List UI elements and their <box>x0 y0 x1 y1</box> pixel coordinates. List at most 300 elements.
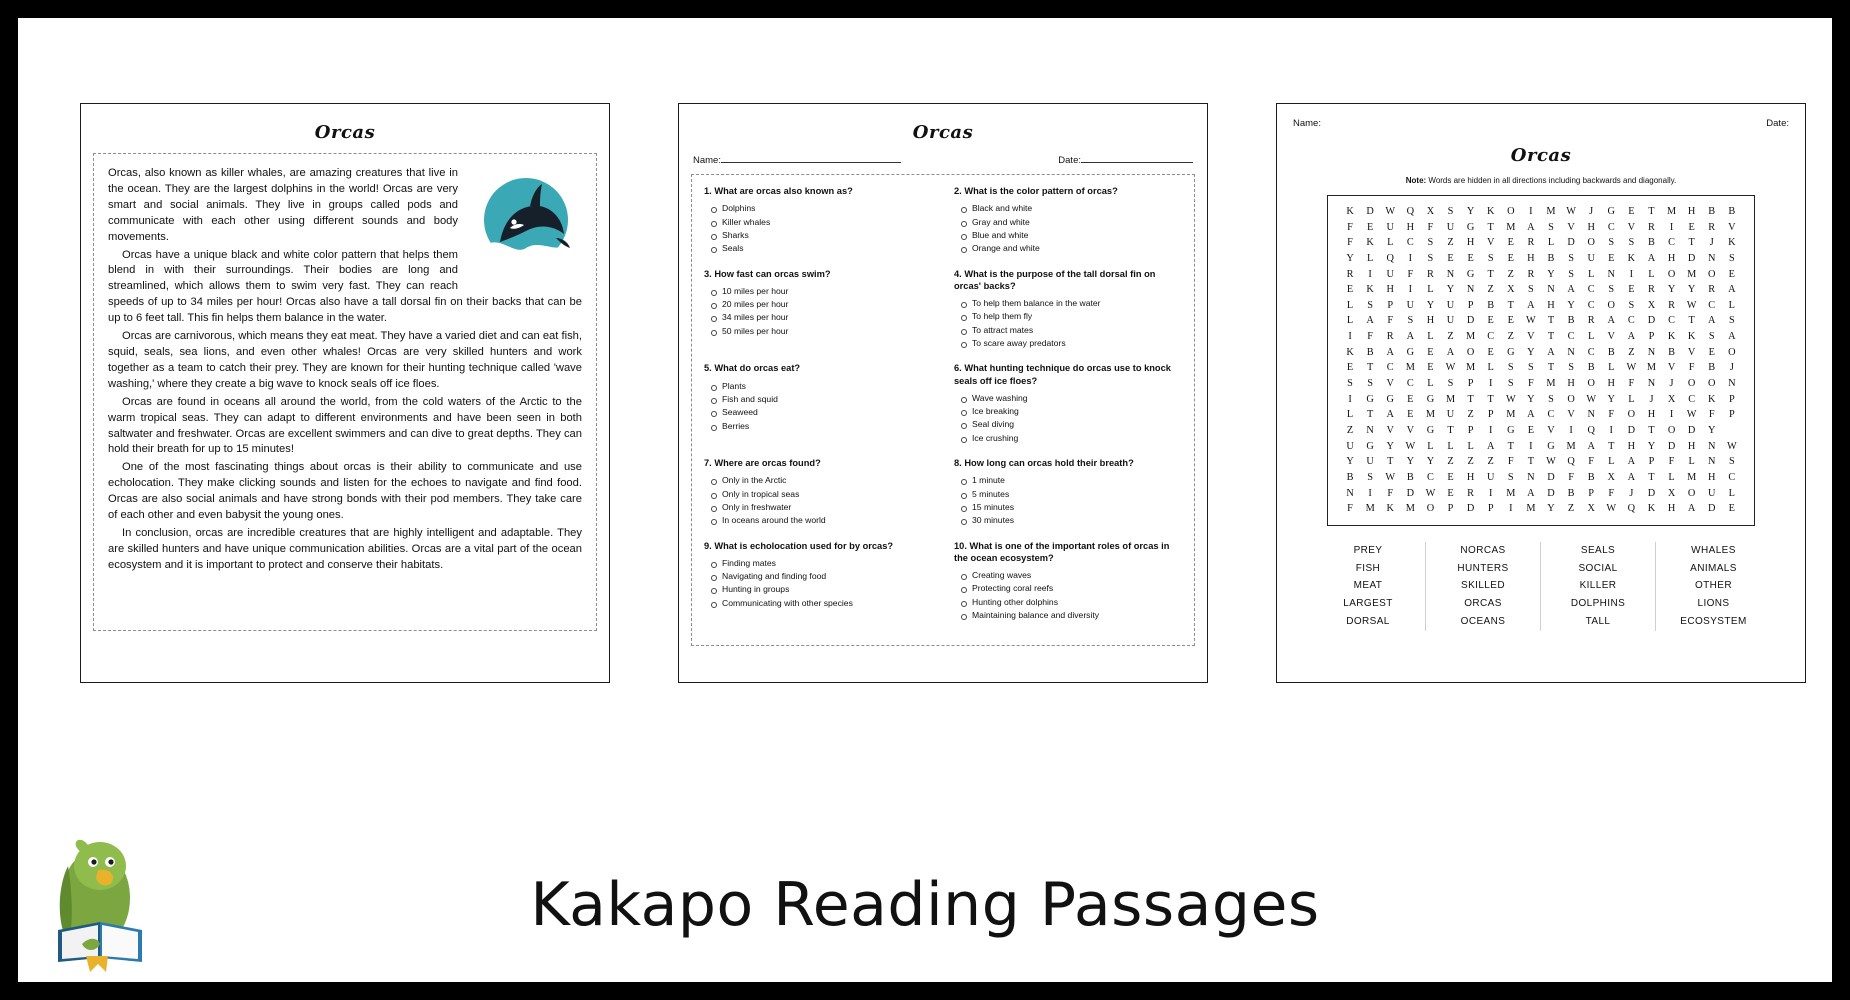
wordsearch-cell[interactable]: M <box>1445 393 1456 405</box>
wordsearch-cell[interactable]: Q <box>1386 252 1394 264</box>
wordsearch-cell[interactable]: B <box>1406 471 1414 483</box>
wordsearch-cell[interactable]: I <box>1669 409 1674 421</box>
wordsearch-cell[interactable]: F <box>1568 471 1574 483</box>
wordsearch-cell[interactable]: S <box>1728 252 1735 264</box>
wordsearch-cell[interactable]: E <box>1507 237 1514 249</box>
option[interactable]: 10 miles per hour <box>710 285 932 298</box>
wordsearch-cell[interactable]: W <box>1405 440 1416 452</box>
option[interactable]: Sharks <box>710 229 932 242</box>
wordsearch-cell[interactable]: E <box>1427 362 1434 374</box>
wordsearch-cell[interactable]: O <box>1667 424 1676 436</box>
wordsearch-cell[interactable]: M <box>1405 503 1415 515</box>
wordsearch-cell[interactable]: K <box>1346 346 1354 358</box>
wordsearch-cell[interactable]: E <box>1628 284 1635 296</box>
wordsearch-cell[interactable]: E <box>1507 252 1514 264</box>
wordsearch-cell[interactable]: K <box>1627 252 1636 264</box>
wordsearch-cell[interactable]: G <box>1426 424 1435 436</box>
wordsearch-cell[interactable]: A <box>1446 346 1455 358</box>
wordsearch-cell[interactable]: M <box>1506 487 1516 499</box>
wordsearch-cell[interactable]: H <box>1426 315 1435 327</box>
wordsearch-cell[interactable]: P <box>1648 456 1655 468</box>
wordsearch-cell[interactable]: A <box>1607 315 1615 327</box>
wordsearch-cell[interactable]: V <box>1607 331 1615 343</box>
wordsearch-cell[interactable]: A <box>1366 315 1374 327</box>
wordsearch-cell[interactable]: L <box>1608 362 1615 374</box>
wordsearch-cell[interactable]: Y <box>1426 299 1435 311</box>
wordsearch-cell[interactable]: K <box>1366 284 1374 296</box>
option[interactable]: Dolphins <box>710 202 932 215</box>
wordsearch-cell[interactable]: H <box>1547 299 1555 311</box>
wordsearch-cell[interactable]: C <box>1547 409 1555 421</box>
wordsearch-cell[interactable]: J <box>1589 206 1594 217</box>
wordsearch-cell[interactable]: O <box>1466 346 1475 358</box>
wordsearch-cell[interactable]: F <box>1528 378 1534 390</box>
wordsearch-cell[interactable]: K <box>1708 393 1716 405</box>
wordsearch-cell[interactable]: L <box>1427 284 1434 296</box>
wordsearch-cell[interactable]: D <box>1547 487 1555 499</box>
wordsearch-cell[interactable]: A <box>1627 471 1636 483</box>
wordsearch-cell[interactable]: Y <box>1466 206 1475 217</box>
wordsearch-cell[interactable]: O <box>1708 268 1716 280</box>
wordsearch-cell[interactable]: M <box>1506 409 1516 421</box>
wordsearch-cell[interactable]: T <box>1467 393 1474 405</box>
wordsearch-cell[interactable]: H <box>1687 440 1696 452</box>
wordsearch-cell[interactable]: C <box>1688 393 1696 405</box>
wordsearch-cell[interactable]: E <box>1447 487 1454 499</box>
wordsearch-cell[interactable]: H <box>1627 440 1636 452</box>
wordsearch-cell[interactable]: E <box>1407 409 1414 421</box>
wordsearch-cell[interactable]: H <box>1687 206 1696 217</box>
wordsearch-cell[interactable]: J <box>1669 378 1674 390</box>
option[interactable]: Killer whales <box>710 216 932 229</box>
wordsearch-cell[interactable]: L <box>1547 237 1555 249</box>
wordsearch-cell[interactable]: S <box>1608 284 1615 296</box>
wordsearch-cell[interactable]: B <box>1648 237 1655 249</box>
wordsearch-cell[interactable]: A <box>1728 284 1736 296</box>
wordsearch-cell[interactable]: S <box>1367 471 1373 483</box>
wordsearch-cell[interactable]: R <box>1467 487 1475 499</box>
date-input-line[interactable] <box>1081 153 1193 163</box>
wordsearch-cell[interactable]: Y <box>1607 393 1615 405</box>
wordsearch-cell[interactable]: O <box>1567 393 1575 405</box>
wordsearch-cell[interactable]: O <box>1587 378 1595 390</box>
option[interactable]: To attract mates <box>960 324 1182 337</box>
wordsearch-cell[interactable]: T <box>1487 221 1494 233</box>
wordsearch-cell[interactable]: H <box>1386 284 1394 296</box>
wordsearch-cell[interactable]: P <box>1447 503 1454 515</box>
wordsearch-cell[interactable]: R <box>1527 237 1535 249</box>
wordsearch-cell[interactable]: S <box>1427 252 1434 264</box>
wordsearch-cell[interactable]: R <box>1708 284 1716 296</box>
wordsearch-cell[interactable]: F <box>1367 331 1373 343</box>
option[interactable]: Ice breaking <box>960 405 1182 418</box>
wordsearch-cell[interactable]: W <box>1385 471 1396 483</box>
wordsearch-cell[interactable]: B <box>1346 471 1354 483</box>
wordsearch-cell[interactable]: I <box>1488 378 1493 390</box>
wordsearch-cell[interactable]: F <box>1387 315 1394 327</box>
wordsearch-cell[interactable]: V <box>1687 346 1696 358</box>
wordsearch-cell[interactable]: L <box>1588 331 1595 343</box>
wordsearch-cell[interactable]: W <box>1686 299 1697 311</box>
option[interactable]: Maintaining balance and diversity <box>960 609 1182 622</box>
wordsearch-cell[interactable]: A <box>1647 252 1656 264</box>
wordsearch-cell[interactable]: R <box>1527 268 1535 280</box>
wordsearch-cell[interactable]: F <box>1688 362 1695 374</box>
wordsearch-cell[interactable]: H <box>1708 471 1716 483</box>
wordsearch-cell[interactable]: O <box>1426 503 1435 515</box>
option[interactable]: Wave washing <box>960 392 1182 405</box>
wordsearch-cell[interactable]: S <box>1528 362 1534 374</box>
wordsearch-cell[interactable]: Y <box>1346 252 1354 264</box>
wordsearch-cell[interactable]: P <box>1467 378 1474 390</box>
wordsearch-cell[interactable]: C <box>1668 237 1675 249</box>
wordsearch-cell[interactable]: M <box>1687 268 1697 280</box>
wordsearch-cell[interactable]: T <box>1507 299 1514 311</box>
wordsearch-cell[interactable]: P <box>1588 487 1595 499</box>
wordsearch-cell[interactable]: J <box>1729 362 1734 374</box>
wordsearch-cell[interactable]: K <box>1687 331 1696 343</box>
option[interactable]: 20 miles per hour <box>710 298 932 311</box>
wordsearch-cell[interactable]: J <box>1709 237 1714 249</box>
wordsearch-cell[interactable]: K <box>1346 206 1354 217</box>
wordsearch-cell[interactable]: X <box>1507 284 1515 296</box>
wordsearch-cell[interactable]: B <box>1567 487 1575 499</box>
wordsearch-cell[interactable]: S <box>1367 378 1373 390</box>
wordsearch-cell[interactable]: S <box>1568 362 1574 374</box>
wordsearch-cell[interactable]: Y <box>1406 456 1415 468</box>
option[interactable]: Seal diving <box>960 418 1182 431</box>
name-input-line[interactable] <box>721 153 901 163</box>
wordsearch-cell[interactable]: G <box>1426 393 1435 405</box>
wordsearch-cell[interactable]: R <box>1426 268 1434 280</box>
option[interactable]: Hunting other dolphins <box>960 596 1182 609</box>
wordsearch-cell[interactable]: T <box>1487 268 1494 280</box>
wordsearch-cell[interactable]: L <box>1387 237 1394 249</box>
wordsearch-cell[interactable]: V <box>1486 237 1495 249</box>
wordsearch-cell[interactable]: P <box>1487 503 1494 515</box>
option[interactable]: 1 minute <box>960 474 1182 487</box>
wordsearch-cell[interactable]: P <box>1467 424 1474 436</box>
wordsearch-cell[interactable]: Q <box>1567 456 1575 468</box>
wordsearch-cell[interactable]: T <box>1366 362 1374 374</box>
wordsearch-cell[interactable]: O <box>1687 487 1696 499</box>
wordsearch-cell[interactable]: M <box>1466 331 1476 343</box>
wordsearch-cell[interactable]: B <box>1487 299 1495 311</box>
option[interactable]: Fish and squid <box>710 393 932 406</box>
wordsearch-cell[interactable]: T <box>1688 315 1695 327</box>
wordsearch-cell[interactable]: W <box>1546 456 1556 468</box>
option[interactable]: Finding mates <box>710 557 932 570</box>
wordsearch-cell[interactable]: L <box>1427 331 1434 343</box>
wordsearch-cell[interactable]: H <box>1667 252 1676 264</box>
wordsearch-cell[interactable]: R <box>1346 268 1354 280</box>
wordsearch-cell[interactable]: F <box>1608 409 1615 421</box>
wordsearch-cell[interactable]: E <box>1346 284 1354 296</box>
wordsearch-cell[interactable]: C <box>1386 362 1394 374</box>
option[interactable]: 30 minutes <box>960 514 1182 527</box>
wordsearch-cell[interactable]: O <box>1687 378 1696 390</box>
wordsearch-cell[interactable]: V <box>1728 221 1736 233</box>
wordsearch-cell[interactable]: S <box>1608 237 1615 249</box>
option[interactable]: Hunting in groups <box>710 583 932 596</box>
wordsearch-cell[interactable]: A <box>1627 456 1636 468</box>
option[interactable]: Gray and white <box>960 216 1182 229</box>
wordsearch-cell[interactable]: G <box>1547 440 1555 452</box>
wordsearch-cell[interactable]: L <box>1427 378 1434 390</box>
wordsearch-cell[interactable]: S <box>1347 378 1353 390</box>
wordsearch-cell[interactable]: Y <box>1547 268 1555 280</box>
wordsearch-grid[interactable] <box>1327 195 1755 526</box>
wordsearch-cell[interactable]: E <box>1447 252 1454 264</box>
wordsearch-cell[interactable]: E <box>1708 346 1715 358</box>
wordsearch-cell[interactable]: N <box>1647 378 1656 390</box>
wordsearch-cell[interactable]: M <box>1546 206 1556 217</box>
wordsearch-cell[interactable]: S <box>1568 268 1574 280</box>
wordsearch-cell[interactable]: Q <box>1406 206 1415 217</box>
wordsearch-cell[interactable]: Y <box>1567 299 1575 311</box>
wordsearch-cell[interactable]: G <box>1466 221 1475 233</box>
wordsearch-cell[interactable]: O <box>1607 299 1615 311</box>
wordsearch-cell[interactable]: A <box>1386 409 1394 421</box>
wordsearch-cell[interactable]: H <box>1466 237 1475 249</box>
wordsearch-cell[interactable]: E <box>1527 424 1535 436</box>
wordsearch-cell[interactable]: T <box>1547 362 1555 374</box>
wordsearch-cell[interactable]: X <box>1647 299 1656 311</box>
wordsearch-cell[interactable]: Z <box>1447 456 1454 468</box>
wordsearch-cell[interactable]: Y <box>1346 456 1354 468</box>
wordsearch-cell[interactable]: E <box>1467 252 1474 264</box>
wordsearch-cell[interactable]: W <box>1586 393 1597 405</box>
wordsearch-cell[interactable]: L <box>1608 456 1615 468</box>
wordsearch-cell[interactable]: J <box>1649 393 1654 405</box>
wordsearch-cell[interactable]: I <box>1348 393 1352 405</box>
wordsearch-cell[interactable]: W <box>1505 393 1516 405</box>
wordsearch-cell[interactable]: G <box>1507 424 1515 436</box>
wordsearch-cell[interactable]: O <box>1507 206 1515 217</box>
wordsearch-cell[interactable]: U <box>1366 456 1374 468</box>
wordsearch-cell[interactable]: Z <box>1487 284 1494 296</box>
wordsearch-cell[interactable]: C <box>1668 315 1675 327</box>
wordsearch-cell[interactable]: C <box>1728 471 1736 483</box>
wordsearch-cell[interactable]: V <box>1627 221 1636 233</box>
wordsearch-cell[interactable]: U <box>1346 440 1354 452</box>
wordsearch-cell[interactable]: C <box>1567 331 1575 343</box>
wordsearch-cell[interactable]: B <box>1668 346 1675 358</box>
wordsearch-cell[interactable]: F <box>1427 221 1434 233</box>
wordsearch-cell[interactable]: M <box>1506 221 1516 233</box>
wordsearch-cell[interactable]: B <box>1728 206 1736 217</box>
wordsearch-cell[interactable]: D <box>1466 503 1475 515</box>
wordsearch-cell[interactable]: C <box>1627 315 1635 327</box>
wordsearch-cell[interactable]: N <box>1607 268 1615 280</box>
wordsearch-cell[interactable]: G <box>1406 346 1415 358</box>
wordsearch-cell[interactable]: X <box>1667 393 1676 405</box>
option[interactable]: To scare away predators <box>960 337 1182 350</box>
wordsearch-cell[interactable]: L <box>1728 487 1735 499</box>
wordsearch-cell[interactable]: Y <box>1386 440 1394 452</box>
wordsearch-cell[interactable]: D <box>1647 315 1656 327</box>
wordsearch-cell[interactable]: M <box>1687 471 1697 483</box>
wordsearch-cell[interactable]: O <box>1667 268 1676 280</box>
wordsearch-cell[interactable]: Y <box>1426 456 1435 468</box>
wordsearch-cell[interactable]: H <box>1406 221 1415 233</box>
wordsearch-cell[interactable]: N <box>1587 409 1595 421</box>
wordsearch-cell[interactable]: V <box>1667 362 1676 374</box>
wordsearch-cell[interactable]: E <box>1728 268 1735 280</box>
wordsearch-cell[interactable]: L <box>1346 409 1354 421</box>
wordsearch-cell[interactable]: A <box>1547 346 1555 358</box>
wordsearch-cell[interactable]: S <box>1447 206 1454 217</box>
wordsearch-cell[interactable]: I <box>1609 424 1613 436</box>
wordsearch-cell[interactable]: F <box>1608 487 1615 499</box>
wordsearch-cell[interactable]: V <box>1547 424 1555 436</box>
wordsearch-cell[interactable]: T <box>1648 206 1655 217</box>
wordsearch-cell[interactable]: L <box>1588 268 1595 280</box>
wordsearch-cell[interactable]: S <box>1628 237 1635 249</box>
wordsearch-cell[interactable]: L <box>1728 299 1735 311</box>
wordsearch-cell[interactable]: E <box>1447 471 1454 483</box>
wordsearch-cell[interactable]: I <box>1629 268 1634 280</box>
wordsearch-cell[interactable]: F <box>1588 456 1595 468</box>
wordsearch-cell[interactable]: D <box>1366 206 1374 217</box>
wordsearch-cell[interactable]: A <box>1728 331 1736 343</box>
wordsearch-cell[interactable]: O <box>1728 346 1736 358</box>
wordsearch-cell[interactable]: M <box>1646 362 1657 374</box>
wordsearch-cell[interactable]: B <box>1708 362 1716 374</box>
option[interactable]: To help them balance in the water <box>960 297 1182 310</box>
wordsearch-cell[interactable]: Y <box>1708 424 1716 436</box>
wordsearch-cell[interactable]: O <box>1708 378 1716 390</box>
wordsearch-cell[interactable]: S <box>1548 393 1554 405</box>
wordsearch-cell[interactable]: W <box>1566 206 1576 217</box>
wordsearch-cell[interactable]: D <box>1667 440 1676 452</box>
wordsearch-cell[interactable]: N <box>1366 424 1374 436</box>
wordsearch-cell[interactable]: Y <box>1527 346 1535 358</box>
wordsearch-cell[interactable]: H <box>1587 221 1595 233</box>
wordsearch-cell[interactable]: L <box>1366 252 1374 264</box>
wordsearch-cell[interactable]: G <box>1466 268 1475 280</box>
wordsearch-cell[interactable]: G <box>1366 393 1374 405</box>
wordsearch-cell[interactable]: Y <box>1547 503 1555 515</box>
wordsearch-cell[interactable]: I <box>1408 284 1413 296</box>
option[interactable]: 15 minutes <box>960 501 1182 514</box>
wordsearch-cell[interactable]: A <box>1527 221 1535 233</box>
wordsearch-cell[interactable]: I <box>1529 440 1533 452</box>
option[interactable]: Ice crushing <box>960 432 1182 445</box>
wordsearch-cell[interactable]: T <box>1648 471 1655 483</box>
option[interactable]: Blue and white <box>960 229 1182 242</box>
wordsearch-cell[interactable]: F <box>1628 378 1635 390</box>
wordsearch-cell[interactable]: A <box>1527 487 1535 499</box>
wordsearch-cell[interactable]: E <box>1507 315 1514 327</box>
wordsearch-cell[interactable]: W <box>1726 440 1737 452</box>
wordsearch-cell[interactable]: E <box>1688 221 1695 233</box>
wordsearch-cell[interactable]: I <box>1348 331 1352 343</box>
option[interactable]: To help them fly <box>960 310 1182 323</box>
wordsearch-cell[interactable]: K <box>1486 206 1495 217</box>
wordsearch-cell[interactable]: V <box>1406 424 1415 436</box>
option[interactable]: Only in the Arctic <box>710 474 932 487</box>
wordsearch-cell[interactable]: I <box>1488 487 1493 499</box>
wordsearch-cell[interactable]: T <box>1487 393 1494 405</box>
wordsearch-cell[interactable]: F <box>1507 456 1514 468</box>
wordsearch-cell[interactable] <box>1722 423 1742 439</box>
wordsearch-cell[interactable]: Z <box>1346 424 1354 436</box>
wordsearch-cell[interactable]: F <box>1668 456 1675 468</box>
wordsearch-cell[interactable]: K <box>1728 237 1736 249</box>
wordsearch-cell[interactable]: L <box>1346 315 1354 327</box>
option[interactable]: In oceans around the world <box>710 514 932 527</box>
wordsearch-cell[interactable]: H <box>1667 503 1676 515</box>
option[interactable]: Seals <box>710 242 932 255</box>
wordsearch-cell[interactable]: S <box>1507 471 1514 483</box>
wordsearch-cell[interactable]: I <box>1368 268 1372 280</box>
wordsearch-cell[interactable]: S <box>1728 315 1735 327</box>
wordsearch-cell[interactable]: E <box>1608 252 1615 264</box>
wordsearch-cell[interactable]: B <box>1366 346 1374 358</box>
wordsearch-cell[interactable]: V <box>1527 331 1535 343</box>
wordsearch-cell[interactable]: F <box>1708 409 1715 421</box>
option[interactable]: Plants <box>710 380 932 393</box>
wordsearch-cell[interactable]: Z <box>1447 237 1454 249</box>
wordsearch-cell[interactable]: D <box>1687 252 1696 264</box>
wordsearch-cell[interactable]: H <box>1607 378 1615 390</box>
wordsearch-cell[interactable]: S <box>1708 331 1715 343</box>
wordsearch-cell[interactable]: K <box>1366 237 1374 249</box>
option[interactable]: Only in freshwater <box>710 501 932 514</box>
wordsearch-cell[interactable]: C <box>1708 299 1716 311</box>
wordsearch-cell[interactable]: R <box>1668 299 1675 311</box>
wordsearch-cell[interactable]: T <box>1547 315 1555 327</box>
wordsearch-cell[interactable]: J <box>1629 487 1634 499</box>
wordsearch-cell[interactable]: K <box>1667 331 1676 343</box>
wordsearch-cell[interactable]: N <box>1708 456 1716 468</box>
wordsearch-cell[interactable]: C <box>1607 221 1615 233</box>
wordsearch-cell[interactable]: R <box>1648 284 1655 296</box>
wordsearch-cell[interactable]: D <box>1647 487 1656 499</box>
wordsearch-cell[interactable]: S <box>1447 378 1454 390</box>
wordsearch-cell[interactable]: P <box>1648 331 1655 343</box>
wordsearch-cell[interactable]: A <box>1386 346 1394 358</box>
wordsearch-cell[interactable]: V <box>1386 424 1394 436</box>
wordsearch-cell[interactable]: F <box>1347 221 1353 233</box>
wordsearch-cell[interactable]: S <box>1507 378 1514 390</box>
wordsearch-cell[interactable]: S <box>1548 221 1554 233</box>
wordsearch-cell[interactable]: G <box>1607 206 1615 217</box>
wordsearch-cell[interactable]: Z <box>1507 268 1514 280</box>
wordsearch-cell[interactable]: T <box>1507 440 1514 452</box>
wordsearch-cell[interactable]: T <box>1527 456 1535 468</box>
wordsearch-cell[interactable]: N <box>1708 252 1716 264</box>
wordsearch-cell[interactable]: L <box>1467 440 1474 452</box>
wordsearch-cell[interactable]: R <box>1386 331 1394 343</box>
wordsearch-cell[interactable]: L <box>1688 456 1695 468</box>
option[interactable]: 34 miles per hour <box>710 311 932 324</box>
wordsearch-cell[interactable]: Z <box>1507 331 1514 343</box>
wordsearch-cell[interactable]: U <box>1446 221 1455 233</box>
ws-name-field[interactable] <box>1293 118 1321 129</box>
wordsearch-cell[interactable]: K <box>1386 503 1394 515</box>
option[interactable]: Black and white <box>960 202 1182 215</box>
wordsearch-cell[interactable]: U <box>1446 315 1455 327</box>
wordsearch-cell[interactable]: N <box>1567 346 1575 358</box>
wordsearch-cell[interactable]: P <box>1467 299 1474 311</box>
wordsearch-cell[interactable]: S <box>1628 299 1635 311</box>
wordsearch-cell[interactable]: Y <box>1687 284 1696 296</box>
wordsearch-cell[interactable]: G <box>1507 346 1515 358</box>
option[interactable]: Berries <box>710 420 932 433</box>
wordsearch-cell[interactable]: A <box>1527 299 1535 311</box>
